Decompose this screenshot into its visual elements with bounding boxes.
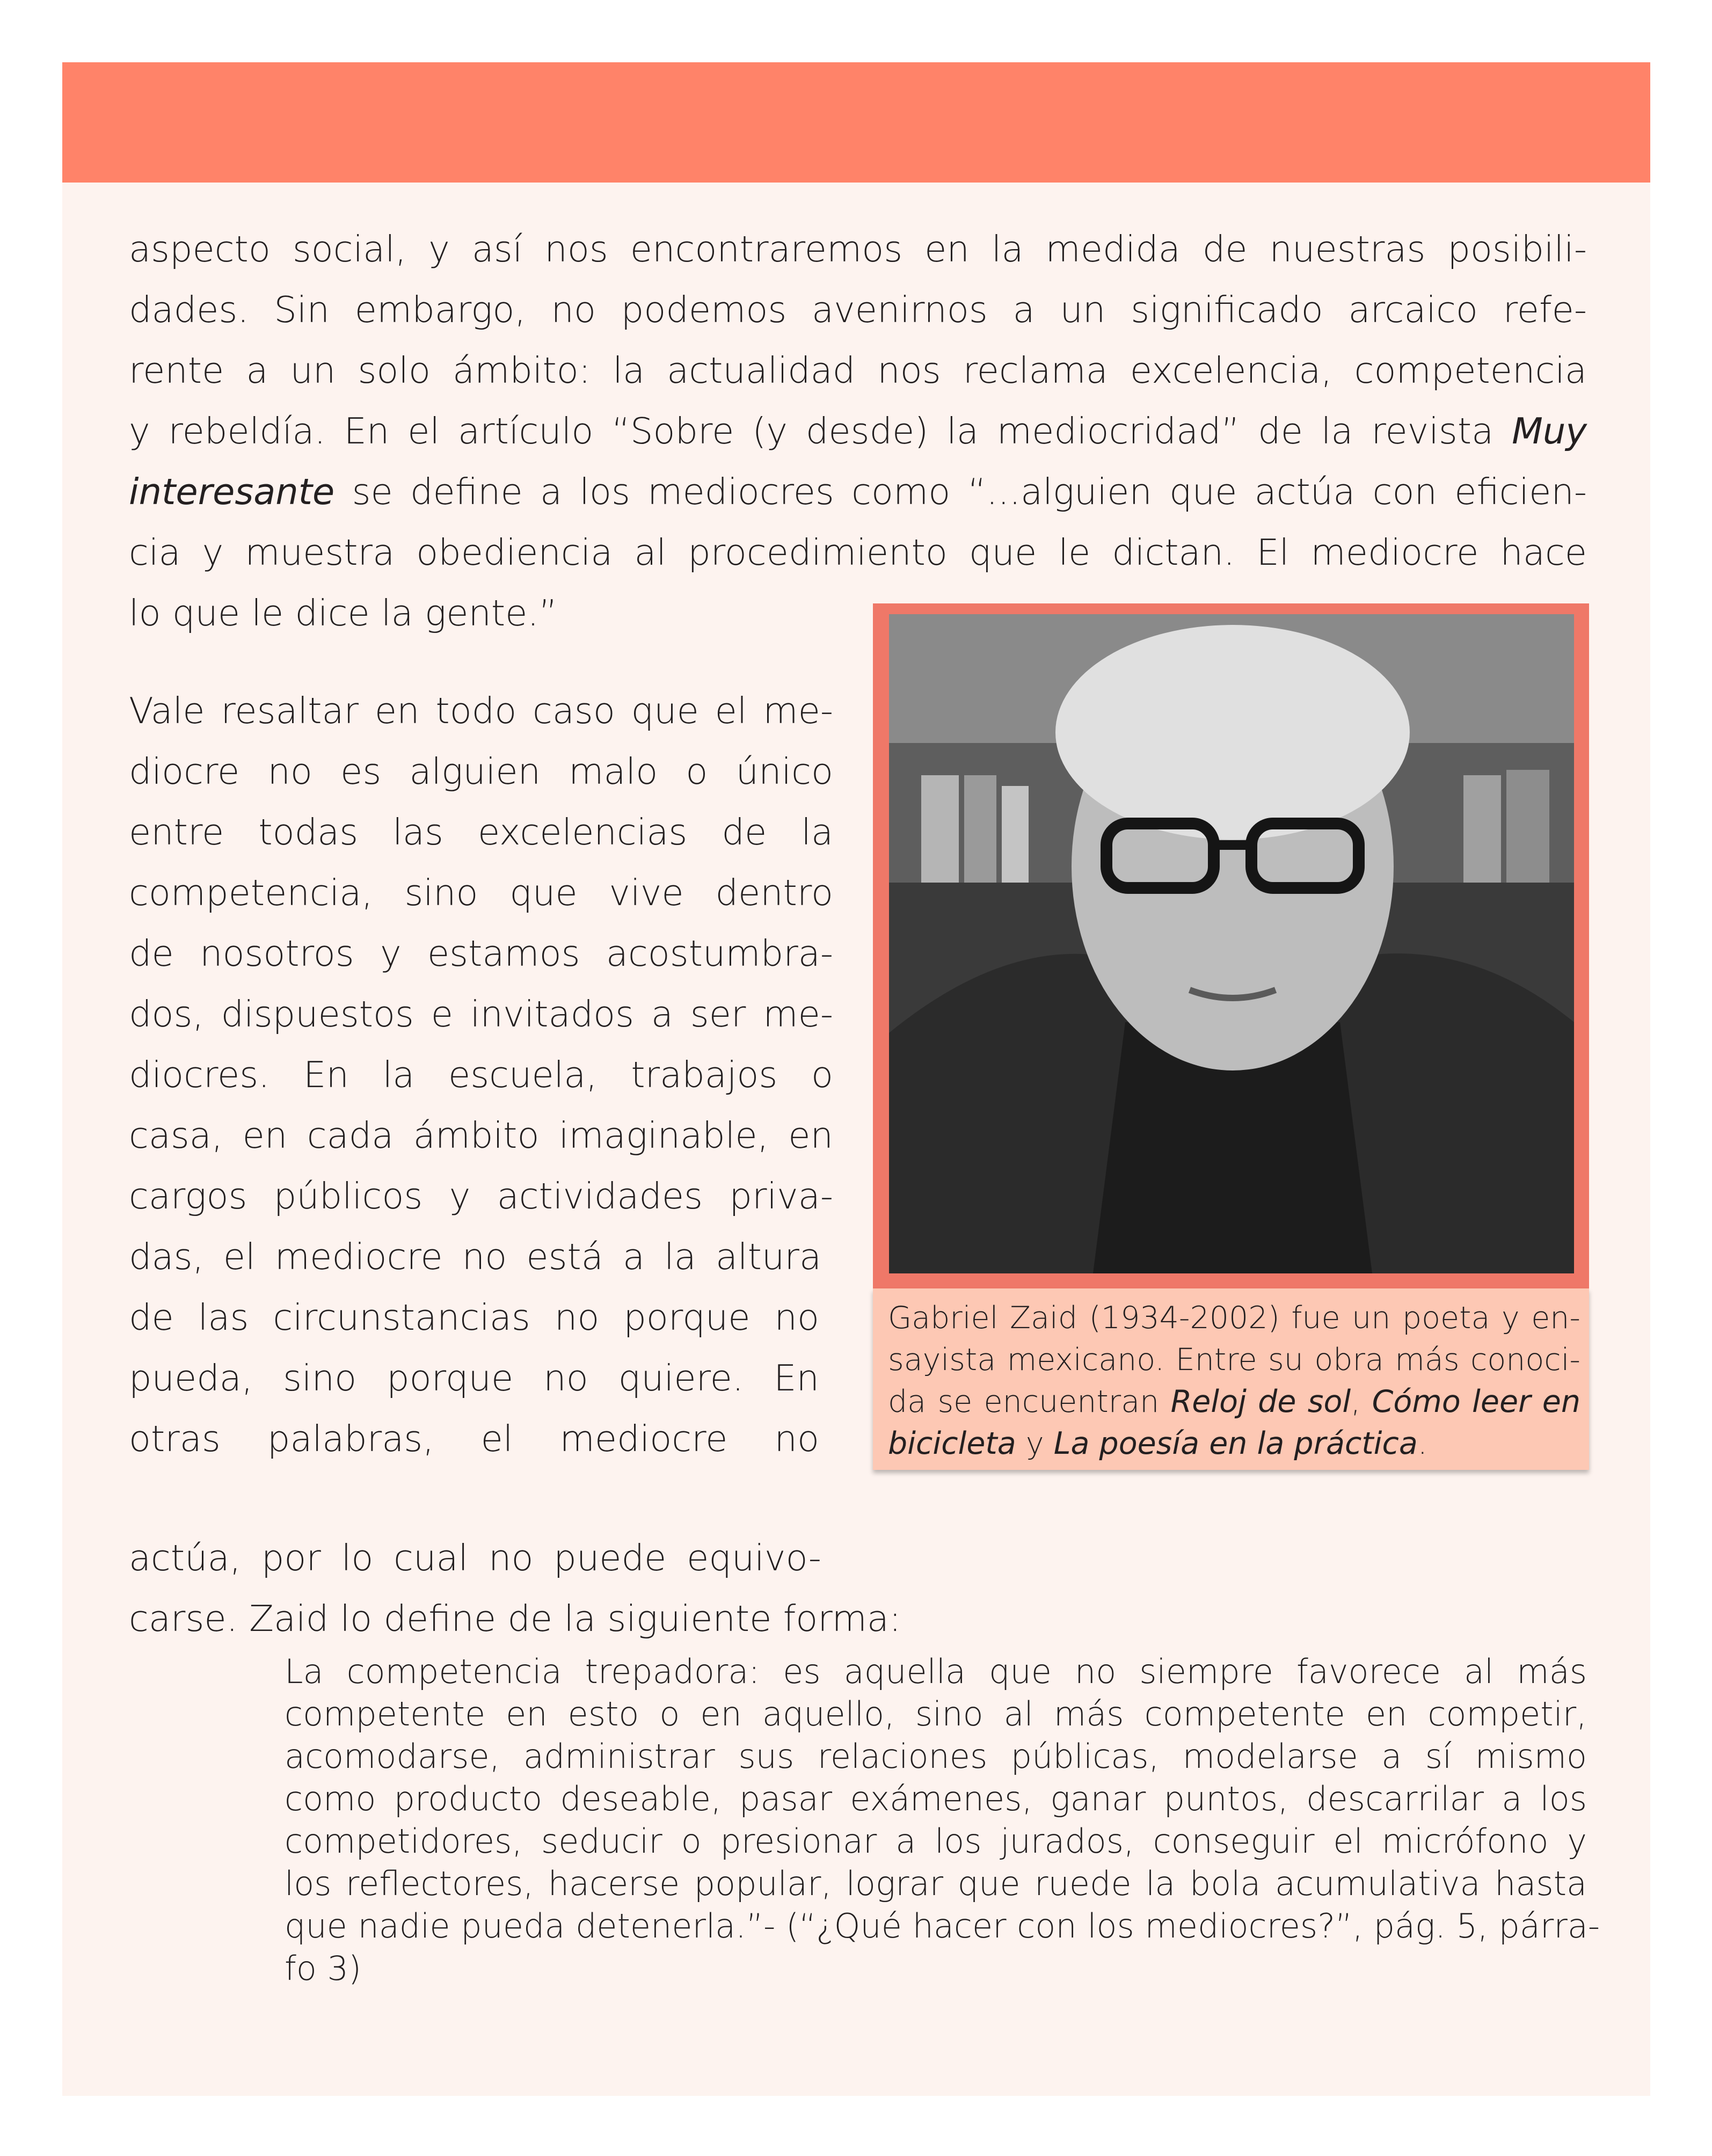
text-line: cia y muestra obediencia al procedimiento que le dictan. El mediocre hace: [129, 531, 1587, 573]
text-line: pueda, sino porque no quiere. En: [129, 1357, 819, 1399]
text-line: Vale resaltar en todo caso que el me-: [129, 690, 833, 732]
paragraph-2: [129, 681, 833, 1469]
text-line: casa, en cada ámbito imaginable, en: [129, 1115, 833, 1156]
quote-line: acomodarse, administrar sus relaciones públicas, modelarse a sí mismo: [285, 1737, 1587, 1776]
text-line: das, el mediocre no está a la altura: [129, 1236, 821, 1278]
block-quote: [285, 1650, 1600, 1990]
text-line: lo que le dice la gente.”: [129, 592, 558, 634]
caption-text: ,: [1351, 1384, 1372, 1419]
text-line: rente a un solo ámbito: la actualidad nos reclama excelencia, competencia: [129, 349, 1587, 391]
portrait-photo: [889, 614, 1574, 1273]
portrait-illustration: [889, 614, 1574, 1273]
text-line: diocre no es alguien malo o único: [129, 751, 833, 792]
caption-line: [888, 1423, 1580, 1465]
quote-line: La competencia trepadora: es aquella que no siempre favorece al más: [285, 1652, 1587, 1691]
paragraph-1: [129, 219, 1587, 644]
quote-line: competidores, seducir o presionar a los jurados, conseguir el micrófono y: [285, 1822, 1587, 1861]
caption-line: [888, 1381, 1580, 1423]
book-title: bicicleta: [888, 1426, 1016, 1461]
photo-caption: [888, 1297, 1580, 1465]
text-line: de nosotros y estamos acostumbra-: [129, 933, 833, 974]
text-line: competencia, sino que vive dentro: [129, 872, 833, 914]
text-line: actúa, por lo cual no puede equivo-: [129, 1537, 821, 1579]
text-fragment: y rebeldía. En el artículo “Sobre (y desde) la mediocridad” de la revista: [129, 410, 1494, 452]
text-line: aspecto social, y así nos encontraremos en la medida de nuestras posibili-: [129, 228, 1587, 270]
text-line: [129, 462, 1587, 522]
text-line: [129, 401, 1587, 462]
header-bar: [62, 62, 1650, 183]
quote-line: competente en esto o en aquello, sino al más competente en competir,: [285, 1694, 1587, 1733]
book-title: Reloj de sol: [1170, 1384, 1351, 1419]
quote-line: los reflectores, hacerse popular, lograr que ruede la bola acumulativa hasta: [285, 1864, 1587, 1903]
text-line: cargos públicos y actividades priva-: [129, 1175, 833, 1217]
quote-line: fo 3): [285, 1949, 362, 1988]
magazine-title-part: Muy: [1512, 410, 1587, 452]
text-line: de las circunstancias no porque no: [129, 1296, 819, 1338]
caption-text: y: [1016, 1426, 1054, 1461]
text-line: dades. Sin embargo, no podemos avenirnos a un significado arcaico refe-: [129, 289, 1587, 331]
text-line: carse. Zaid lo define de la siguiente forma:: [129, 1598, 901, 1640]
caption-line: sayista mexicano. Entre su obra más conoci-: [888, 1342, 1580, 1378]
text-line: otras palabras, el mediocre no: [129, 1418, 819, 1460]
book-title: Cómo leer en: [1372, 1384, 1580, 1419]
paragraph-2-tail: [129, 1528, 966, 1649]
book-title: La poesía en la práctica: [1053, 1426, 1418, 1461]
text-line: dos, dispuestos e invitados a ser me-: [129, 993, 833, 1035]
caption-line: Gabriel Zaid (1934-2002) fue un poeta y en-: [888, 1300, 1580, 1336]
caption-text: .: [1417, 1426, 1427, 1461]
quote-line: como producto deseable, pasar exámenes, ganar puntos, descarrilar a los: [285, 1779, 1587, 1818]
magazine-title-part: interesante: [129, 471, 335, 513]
text-line: entre todas las excelencias de la: [129, 811, 833, 853]
quote-line: que nadie pueda detenerla.”- (“¿Qué hacer con los mediocres?”, pág. 5, párra-: [285, 1906, 1600, 1946]
caption-text: da se encuentran: [888, 1384, 1171, 1419]
text-line: diocres. En la escuela, trabajos o: [129, 1054, 833, 1096]
text-fragment: se define a los mediocres como “...alguien que actúa con eficien-: [334, 471, 1587, 513]
